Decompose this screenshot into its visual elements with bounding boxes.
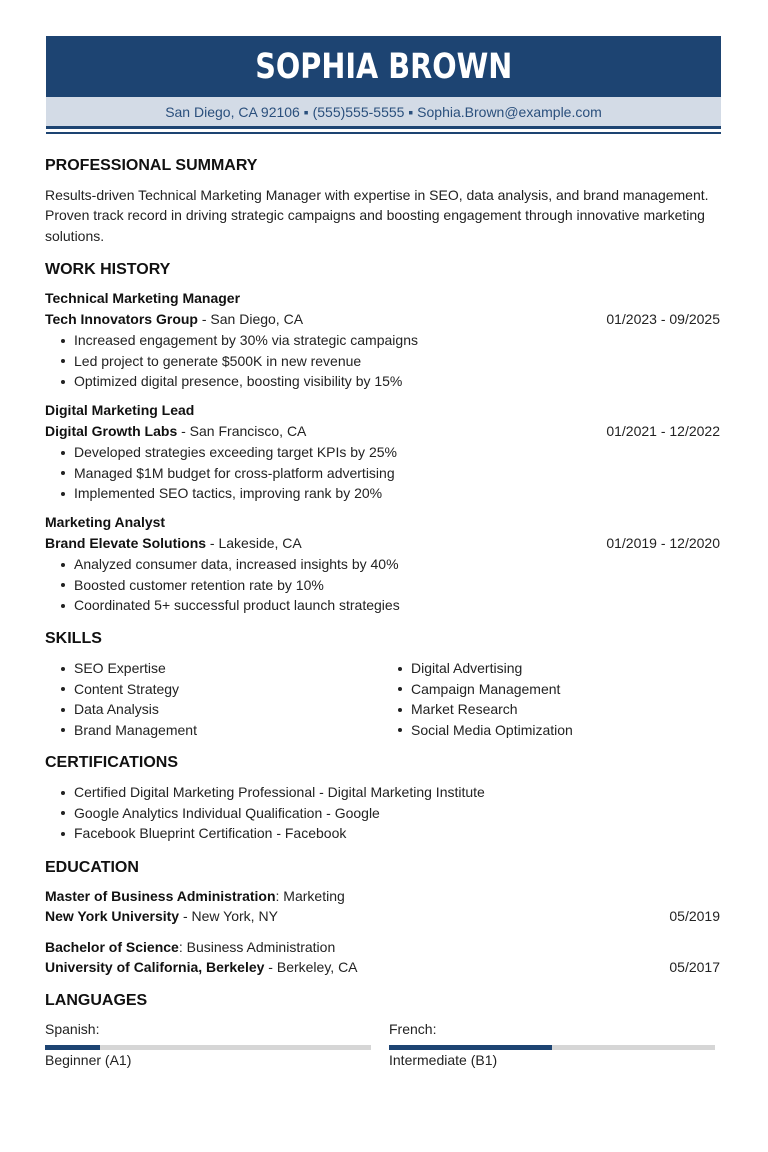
job-company-line bbox=[45, 311, 303, 327]
degree-line bbox=[45, 888, 345, 904]
list-item: Coordinated 5+ successful product launch strategies bbox=[45, 595, 400, 616]
list-item: Analyzed consumer data, increased insights by 40% bbox=[45, 554, 400, 575]
skill-item: Social Media Optimization bbox=[382, 720, 573, 741]
skill-item: Data Analysis bbox=[45, 699, 197, 720]
contact-info: San Diego, CA 92106 ▪ (555)555-5555 ▪ Sophia.Brown@example.com bbox=[165, 103, 602, 120]
list-item: Led project to generate $500K in new revenue bbox=[45, 351, 418, 372]
job-role: Marketing Analyst bbox=[45, 514, 166, 530]
graduation-date: 05/2017 bbox=[669, 959, 720, 975]
job-company: Tech Innovators Group bbox=[45, 311, 198, 327]
school-location: - New York, NY bbox=[179, 908, 278, 924]
school-line bbox=[45, 908, 278, 924]
skill-item: Content Strategy bbox=[45, 679, 197, 700]
candidate-name: SOPHIA BROWN bbox=[254, 46, 513, 87]
language-name: Spanish: bbox=[45, 1021, 100, 1037]
summary-line: solutions. bbox=[45, 228, 105, 244]
school-name: University of California, Berkeley bbox=[45, 959, 265, 975]
list-item: Developed strategies exceeding target KPIs by 25% bbox=[45, 442, 397, 463]
language-name: French: bbox=[389, 1021, 437, 1037]
job-location: - Lakeside, CA bbox=[206, 535, 302, 551]
job-company-line bbox=[45, 423, 306, 439]
job-location: - San Francisco, CA bbox=[177, 423, 307, 439]
list-item: Implemented SEO tactics, improving rank by 20% bbox=[45, 483, 397, 504]
job-company: Brand Elevate Solutions bbox=[45, 535, 207, 551]
header-rule-bottom bbox=[46, 132, 721, 134]
header-rule-top bbox=[46, 126, 721, 129]
language-level: Beginner (A1) bbox=[45, 1052, 132, 1068]
job-role: Digital Marketing Lead bbox=[45, 402, 195, 418]
degree-field: : Marketing bbox=[275, 888, 345, 904]
school-location: - Berkeley, CA bbox=[264, 959, 358, 975]
work-history-title: WORK HISTORY bbox=[45, 261, 171, 278]
language-proficiency-bar bbox=[45, 1045, 371, 1050]
list-item: Managed $1M budget for cross-platform advertising bbox=[45, 463, 397, 484]
certification-item: Facebook Blueprint Certification - Facebook bbox=[45, 823, 485, 844]
language-level: Intermediate (B1) bbox=[389, 1052, 498, 1068]
education-title: EDUCATION bbox=[45, 859, 139, 876]
list-item: Boosted customer retention rate by 10% bbox=[45, 575, 400, 596]
skill-item: Digital Advertising bbox=[382, 658, 573, 679]
degree-line bbox=[45, 939, 335, 955]
job-role: Technical Marketing Manager bbox=[45, 290, 241, 306]
skills-title: SKILLS bbox=[45, 630, 102, 647]
summary-title: PROFESSIONAL SUMMARY bbox=[45, 157, 258, 174]
contact-banner bbox=[46, 97, 721, 126]
skill-item: SEO Expertise bbox=[45, 658, 197, 679]
job-dates: 01/2023 - 09/2025 bbox=[606, 311, 720, 327]
degree-name: Bachelor of Science bbox=[45, 939, 179, 955]
job-bullets bbox=[45, 330, 418, 392]
language-proficiency-fill bbox=[45, 1045, 100, 1050]
certification-item: Certified Digital Marketing Professional - Digital Marketing Institute bbox=[45, 782, 485, 803]
list-item: Optimized digital presence, boosting visibility by 15% bbox=[45, 371, 418, 392]
certification-item: Google Analytics Individual Qualification - Google bbox=[45, 803, 485, 824]
certifications-list bbox=[45, 782, 485, 844]
graduation-date: 05/2019 bbox=[669, 908, 720, 924]
summary-line: Proven track record in driving strategic campaigns and boosting engagement through innovative marketing bbox=[45, 207, 705, 223]
language-proficiency-bar bbox=[389, 1045, 715, 1050]
job-dates: 01/2019 - 12/2020 bbox=[606, 535, 720, 551]
languages-title: LANGUAGES bbox=[45, 992, 148, 1009]
job-dates: 01/2021 - 12/2022 bbox=[606, 423, 720, 439]
language-proficiency-fill bbox=[389, 1045, 552, 1050]
skill-item: Market Research bbox=[382, 699, 573, 720]
job-bullets bbox=[45, 442, 397, 504]
skill-item: Brand Management bbox=[45, 720, 197, 741]
school-name: New York University bbox=[45, 908, 180, 924]
degree-field: : Business Administration bbox=[178, 939, 336, 955]
job-company: Digital Growth Labs bbox=[45, 423, 178, 439]
skill-item: Campaign Management bbox=[382, 679, 573, 700]
job-location: - San Diego, CA bbox=[197, 311, 304, 327]
summary-line: Results-driven Technical Marketing Manager with expertise in SEO, data analysis, and brand management. bbox=[45, 187, 709, 203]
job-company-line bbox=[45, 535, 302, 551]
skills-right-list bbox=[382, 658, 573, 740]
skills-left-list bbox=[45, 658, 197, 740]
list-item: Increased engagement by 30% via strategic campaigns bbox=[45, 330, 418, 351]
certifications-title: CERTIFICATIONS bbox=[45, 754, 179, 771]
degree-name: Master of Business Administration bbox=[45, 888, 276, 904]
school-line bbox=[45, 959, 358, 975]
job-bullets bbox=[45, 554, 400, 616]
name-banner bbox=[46, 36, 721, 97]
